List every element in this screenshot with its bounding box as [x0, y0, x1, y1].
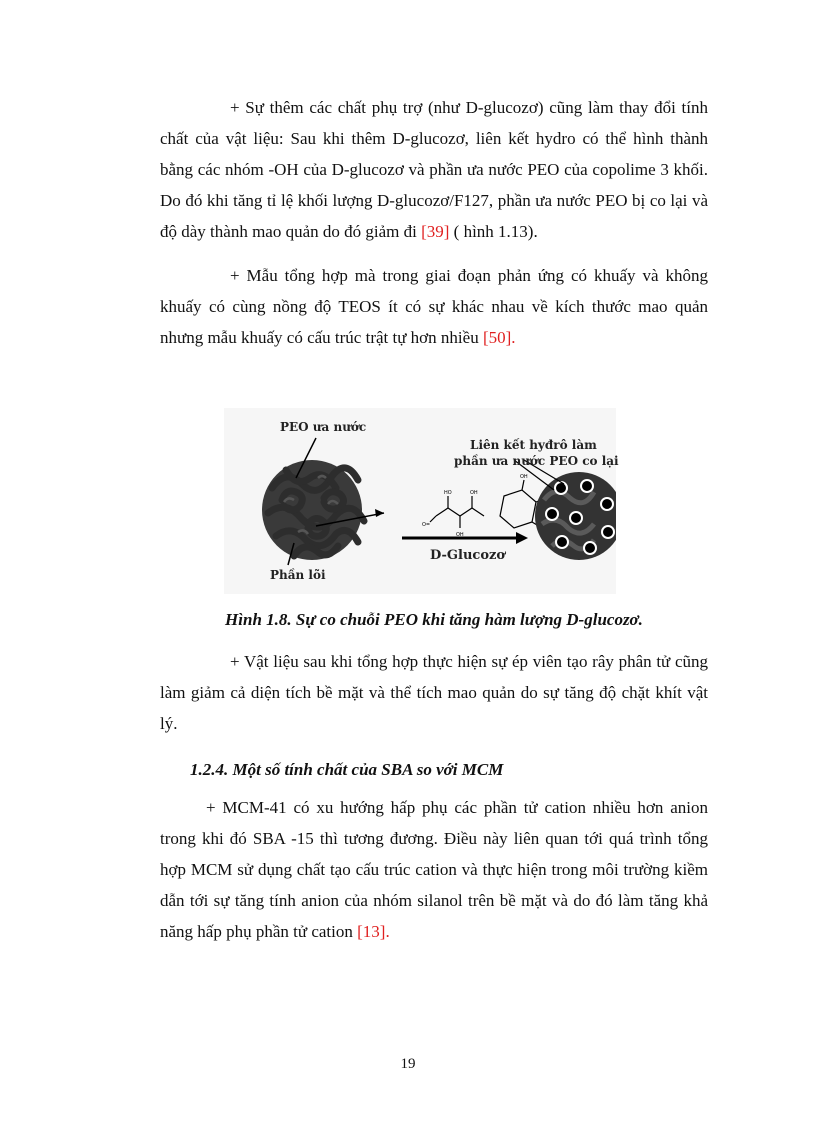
paragraph-text: + Vật liệu sau khi tổng hợp thực hiện sự ép viên tạo rây phân tử cũng làm giảm cả diện tích bề mặt và thể tích mao quản do sự tăng độ chặt khít vật lý.	[160, 652, 708, 733]
page-number: 19	[400, 1056, 416, 1072]
paragraph-pressing	[160, 646, 708, 739]
paragraph-mcm-sba	[160, 792, 708, 947]
section-heading: 1.2.4. Một số tính chất của SBA so với MCM	[190, 760, 504, 779]
figure-peo-shrink	[224, 408, 619, 594]
label-peo: PEO ưa nước	[280, 420, 367, 434]
paragraph-stirring	[160, 260, 708, 353]
paragraph-text-after: ( hình 1.13).	[449, 222, 538, 241]
citation-link[interactable]: [13].	[357, 922, 390, 941]
label-peo-shrink: phần ưa nước PEO co lại	[454, 454, 619, 468]
svg-text:OH: OH	[520, 474, 528, 480]
figure-caption: Hình 1.8. Sự co chuỗi PEO khi tăng hàm lượng D-glucozơ.	[225, 610, 643, 629]
label-hydrogen-bond: Liên kết hyđrô làm	[470, 438, 597, 452]
paragraph-text: + Sự thêm các chất phụ trợ (như D-glucozơ) cũng làm thay đổi tính chất của vật liệu: Sau khi thêm D-glucozơ, liên kết hydro có thể hình thành bằng các nhóm -OH của D-glucozơ và phần ưa nước PEO của copolime 3 khối. Do đó khi tăng tỉ lệ khối lượng D-glucozơ/F127, phần ưa nước PEO bị co lại và độ dày thành mao quản do đó giảm đi	[160, 98, 708, 241]
micelle-left-icon	[262, 460, 364, 560]
citation-link[interactable]: [50].	[482, 328, 516, 347]
paragraph-additives	[160, 92, 708, 247]
arrow-icon	[516, 532, 528, 544]
svg-text:OH: OH	[456, 532, 464, 538]
svg-text:HO: HO	[444, 490, 452, 496]
svg-text:O=: O=	[422, 522, 431, 528]
paragraph-text: + MCM-41 có xu hướng hấp phụ các phần tử cation nhiều hơn anion trong khi đó SBA -15 thì tương đương. Điều này liên quan tới quá trình tổng hợp MCM sử dụng chất tạo cấu trúc cation và thực hiện trong môi trường kiềm dẫn tới sự tăng tính anion của nhóm silanol trên bề mặt và do đó làm tăng khả năng hấp phụ phần tử cation	[160, 798, 708, 941]
figure-illustration	[224, 408, 616, 594]
citation-link[interactable]: [39]	[421, 222, 450, 241]
paragraph-text: + Mẫu tổng hợp mà trong giai đoạn phản ứng có khuấy và không khuấy có cùng nồng độ TEOS ít có sự khác nhau về kích thước mao quản nhưng mẫu khuấy có cấu trúc trật tự hơn nhiều	[160, 266, 708, 347]
label-core: Phần lõi	[270, 568, 326, 582]
glucose-molecule-icon	[430, 480, 546, 528]
svg-text:OH: OH	[470, 490, 478, 496]
label-d-glucose: D-Glucozơ	[430, 548, 506, 563]
